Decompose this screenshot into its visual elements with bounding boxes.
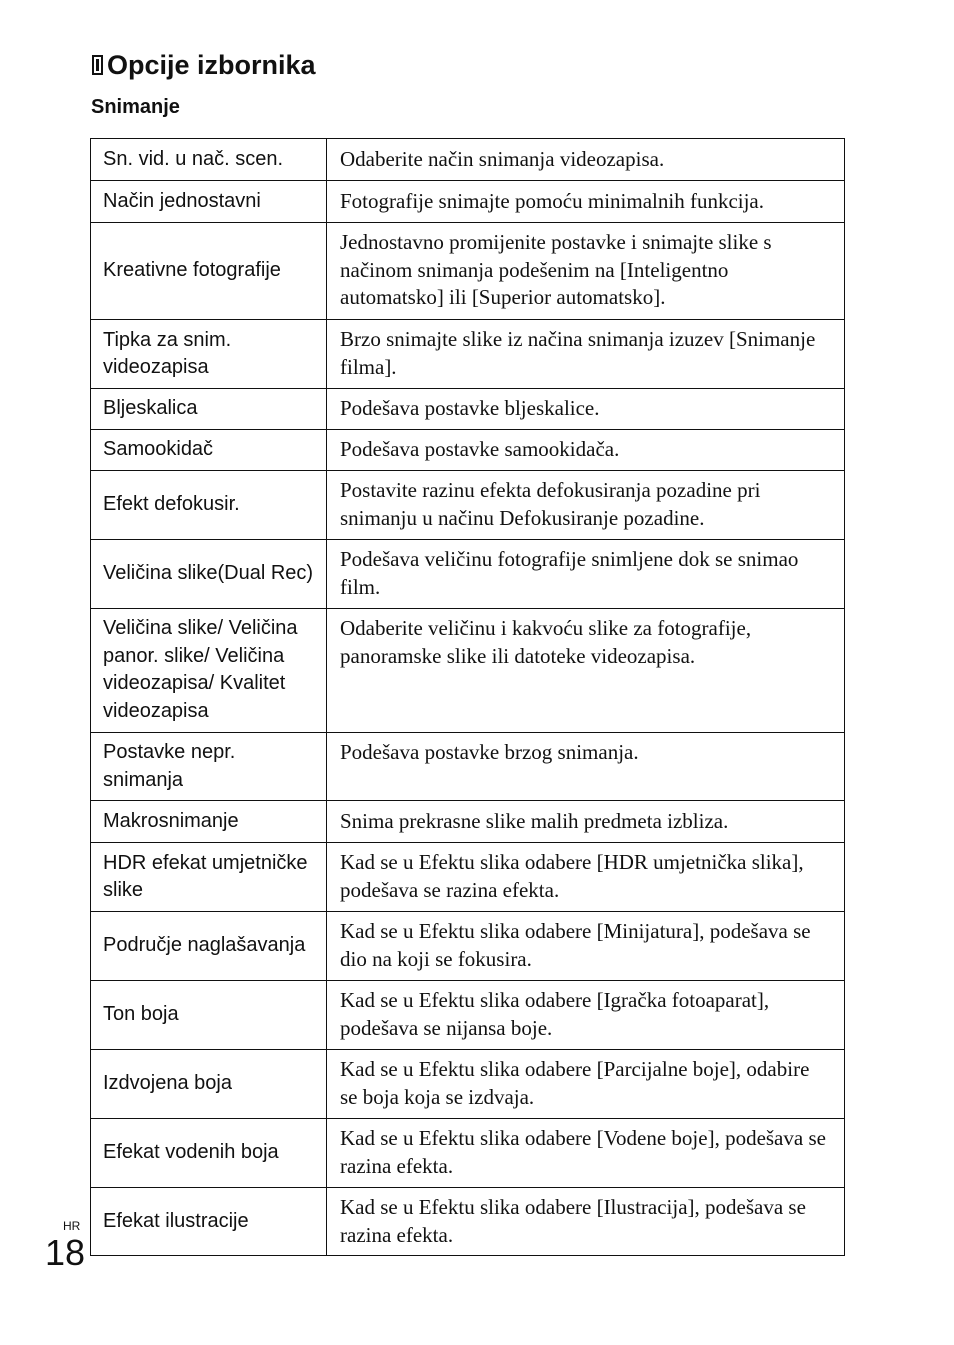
option-description: Fotografije snimajte pomoću minimalnih funkcija. bbox=[327, 181, 845, 223]
table-row bbox=[91, 801, 845, 843]
table-row bbox=[91, 1188, 845, 1256]
option-description: Kad se u Efektu slika odabere [Minijatura], podešava se dio na koji se fokusira. bbox=[327, 912, 845, 981]
option-description: Kad se u Efektu slika odabere [HDR umjetnička slika], podešava se razina efekta. bbox=[327, 843, 845, 912]
option-name: Makrosnimanje bbox=[91, 801, 327, 843]
menu-options-table bbox=[90, 138, 845, 1256]
table-row bbox=[91, 981, 845, 1050]
option-name: Samookidač bbox=[91, 430, 327, 471]
option-name: Postavke nepr. snimanja bbox=[91, 733, 327, 801]
option-name: Bljeskalica bbox=[91, 389, 327, 430]
option-description: Kad se u Efektu slika odabere [Igračka fotoaparat], podešava se nijansa boje. bbox=[327, 981, 845, 1050]
table-row bbox=[91, 223, 845, 320]
option-name: Kreativne fotografije bbox=[91, 223, 327, 320]
option-description: Snima prekrasne slike malih predmeta izbliza. bbox=[327, 801, 845, 843]
table-row bbox=[91, 912, 845, 981]
heading-text: Opcije izbornika bbox=[107, 50, 316, 80]
option-description: Podešava veličinu fotografije snimljene dok se snimao film. bbox=[327, 540, 845, 609]
page-language-code: HR bbox=[63, 1219, 81, 1233]
option-name: Ton boja bbox=[91, 981, 327, 1050]
option-name: Veličina slike(Dual Rec) bbox=[91, 540, 327, 609]
option-name: Sn. vid. u nač. scen. bbox=[91, 139, 327, 181]
table-row bbox=[91, 540, 845, 609]
table-row bbox=[91, 471, 845, 540]
page-number: 18 bbox=[45, 1232, 86, 1273]
subsection-heading: Snimanje bbox=[91, 96, 180, 118]
option-name: Efekat vodenih boja bbox=[91, 1119, 327, 1188]
option-name: Veličina slike/ Veličina panor. slike/ Veličina videozapisa/ Kvalitet videozapisa bbox=[91, 609, 327, 733]
table-row bbox=[91, 320, 845, 389]
heading-marker-icon bbox=[92, 55, 103, 75]
option-description: Postavite razinu efekta defokusiranja pozadine pri snimanju u načinu Defokusiranje pozadine. bbox=[327, 471, 845, 540]
option-name: Efekt defokusir. bbox=[91, 471, 327, 540]
table-row bbox=[91, 430, 845, 471]
table-row bbox=[91, 389, 845, 430]
option-name: Efekat ilustracije bbox=[91, 1188, 327, 1256]
option-description: Odaberite način snimanja videozapisa. bbox=[327, 139, 845, 181]
table-row bbox=[91, 843, 845, 912]
option-description: Odaberite veličinu i kakvoću slike za fotografije, panoramske slike ili datoteke videozapisa. bbox=[327, 609, 845, 733]
section-heading bbox=[92, 48, 316, 82]
option-description: Kad se u Efektu slika odabere [Ilustracija], podešava se razina efekta. bbox=[327, 1188, 845, 1256]
option-name: Način jednostavni bbox=[91, 181, 327, 223]
option-description: Podešava postavke brzog snimanja. bbox=[327, 733, 845, 801]
option-name: Područje naglašavanja bbox=[91, 912, 327, 981]
table-row bbox=[91, 733, 845, 801]
option-name: Tipka za snim. videozapisa bbox=[91, 320, 327, 389]
option-description: Podešava postavke samookidača. bbox=[327, 430, 845, 471]
table-row bbox=[91, 609, 845, 733]
option-name: HDR efekat umjetničke slike bbox=[91, 843, 327, 912]
option-description: Kad se u Efektu slika odabere [Vodene boje], podešava se razina efekta. bbox=[327, 1119, 845, 1188]
option-description: Kad se u Efektu slika odabere [Parcijalne boje], odabire se boja koja se izdvaja. bbox=[327, 1050, 845, 1119]
table-row bbox=[91, 1119, 845, 1188]
table-row bbox=[91, 1050, 845, 1119]
option-description: Podešava postavke bljeskalice. bbox=[327, 389, 845, 430]
option-description: Brzo snimajte slike iz načina snimanja izuzev [Snimanje filma]. bbox=[327, 320, 845, 389]
option-name: Izdvojena boja bbox=[91, 1050, 327, 1119]
option-description: Jednostavno promijenite postavke i snimajte slike s načinom snimanja podešenim na [Inteligentno automatsko] ili [Superior automatsko]. bbox=[327, 223, 845, 320]
table-row bbox=[91, 181, 845, 223]
table-row bbox=[91, 139, 845, 181]
